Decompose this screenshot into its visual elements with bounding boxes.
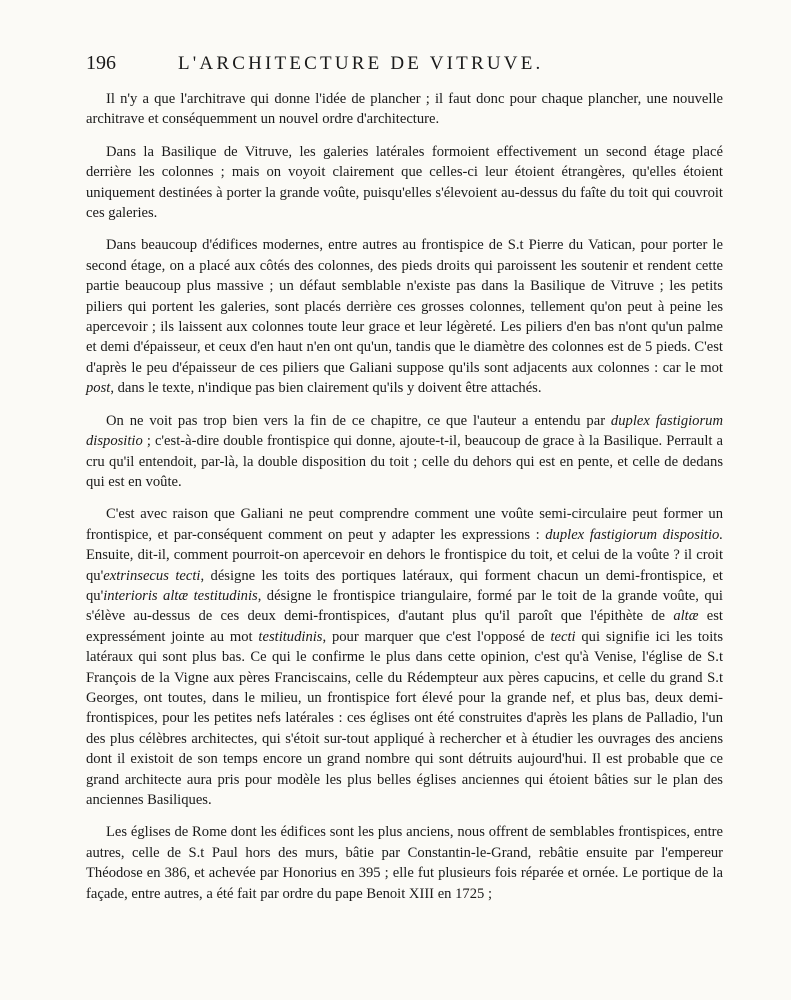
paragraph-p2: [86, 142, 723, 224]
text-run: , désigne le frontispice triangulaire, formé par le toit de la grande voûte, qui s'élève au-dessus de ces deux demi-frontispices, d'autant plus qu'il paroît que l'épithète de: [86, 587, 723, 625]
text-run: , désigne les toits des portiques latéraux, qui forment chacun un demi-frontispice, et qu': [86, 567, 723, 604]
text-run: C'est avec raison que Galiani ne peut comprendre comment une voûte semi-circulaire peut former un frontispice, et par-conséquent comment on peut y adapter les expressions :: [86, 506, 723, 543]
italic-phrase: duplex fastigiorum dispositio.: [545, 526, 723, 543]
text-run: , dans le texte, n'indique pas bien clairement qu'ils y doivent être attachés.: [110, 380, 542, 397]
text-run: Dans la Basilique de Vitruve, les galeries latérales formoient effectivement un second étage placé derrière les colonnes ; mais on voyoit clairement que celles-ci leur étoient étrangères, qu'elles étoient uniquement destinées à porter la grande voûte, puisqu'elles s'élevoient au-dessus du faîte du toit qui couvroit ces galeries.: [86, 143, 723, 222]
text-run: ; c'est-à-dire double frontispice qui donne, ajoute-t-il, beaucoup de grace à la Basilique. Perrault a cru qu'il entendoit, par-là, la double disposition du toit ; celle du dehors qui est en pente, et celle de dedans qui est en voûte.: [86, 433, 723, 490]
paragraph-p5: [86, 504, 723, 810]
text-run: qui signifie ici les toits latéraux qui sont plus bas. Ce qui le confirme le plus dans cette opinion, c'est qu'à Venise, l'église de S.t François de la Vigne aux pères Franciscains, celle du Rédempteur aux pères capucins, et celle du grand S.t Georges, ont toutes, dans le milieu, un frontispice fort élevé pour la grande nef, et plus bas, deux demi-frontispices, pour les petites nefs latérales : ces églises ont été construites d'après les plans de Palladio, l'un des plus célèbres architectes, qui s'étoit sur-tout appliqué à rechercher et à étudier les ouvrages des anciens dont il existoit de son temps encore un grand nombre qui sont détruits aujourd'hui. Il est probable que ce grand architecte aura pris pour modèle les plus belles églises anciennes qui étoient bâties sur le plan des anciennes Basiliques.: [86, 628, 724, 808]
text-run: Les églises de Rome dont les édifices sont les plus anciens, nous offrent de semblables frontispices, entre autres, celle de S.t Paul hors des murs, bâtie par Constantin-le-Grand, rebâtie ensuite par l'empereur Théodose en 386, et achevée par Honorius en 395 ; elle fut plusieurs fois réparée et ornée. Le portique de la façade, entre autres, a été fait par ordre du pape Benoit XIII en 1725 ;: [86, 824, 723, 902]
text-run: Ensuite, dit-il, comment pourroit-on apercevoir en dehors le frontispice du toit, et celui de la voûte ? il croit qu': [86, 547, 723, 584]
italic-phrase: testitudinis: [258, 628, 323, 645]
running-title: L'ARCHITECTURE DE VITRUVE.: [178, 53, 544, 74]
body-text: [86, 89, 723, 904]
italic-phrase: extrinsecus tecti: [103, 567, 201, 584]
text-run: est expressément jointe au mot: [86, 608, 723, 645]
page-header: [86, 52, 723, 75]
page-number: 196: [86, 52, 116, 74]
text-run: Il n'y a que l'architrave qui donne l'idée de plancher ; il faut donc pour chaque plancher, une nouvelle architrave et conséquemment un nouvel ordre d'architecture.: [86, 91, 723, 128]
italic-phrase: altæ: [673, 608, 699, 625]
paragraph-p6: [86, 822, 723, 904]
paragraph-p3: [86, 235, 723, 398]
italic-phrase: post: [86, 380, 111, 397]
text-run: , pour marquer que c'est l'opposé de: [322, 628, 551, 645]
text-run: On ne voit pas trop bien vers la fin de ce chapitre, ce que l'auteur a entendu par: [106, 412, 611, 429]
text-run: Dans beaucoup d'édifices modernes, entre autres au frontispice de S.t Pierre du Vatican, pour porter le second étage, on a placé aux côtés des colonnes, des pieds droits qui paroissent les soutenir et rendent cette partie beaucoup plus massive ; un défaut semblable n'existe pas dans la Basilique de Vitruve ; les petits piliers qui portent les galeries, sont placés derrière ces grosses colonnes, tellement qu'on peut à peine les apercevoir ; ils laissent aux colonnes toute leur grace et leur légèreté. Les piliers d'en bas n'ont qu'un palme et demi d'épaisseur, et ceux d'en haut n'en ont qu'un, tandis que le diamètre des colonnes est de 5 pieds. C'est d'après le peu d'épaisseur de ces piliers que Galiani suppose qu'ils sont adjacents aux colonnes : car le mot: [86, 237, 723, 376]
italic-phrase: interioris altæ testitudinis: [103, 587, 258, 604]
paragraph-p1: [86, 89, 723, 130]
paragraph-p4: [86, 411, 723, 493]
italic-phrase: duplex fastigiorum dispositio: [86, 412, 723, 450]
italic-phrase: tecti: [550, 628, 576, 645]
